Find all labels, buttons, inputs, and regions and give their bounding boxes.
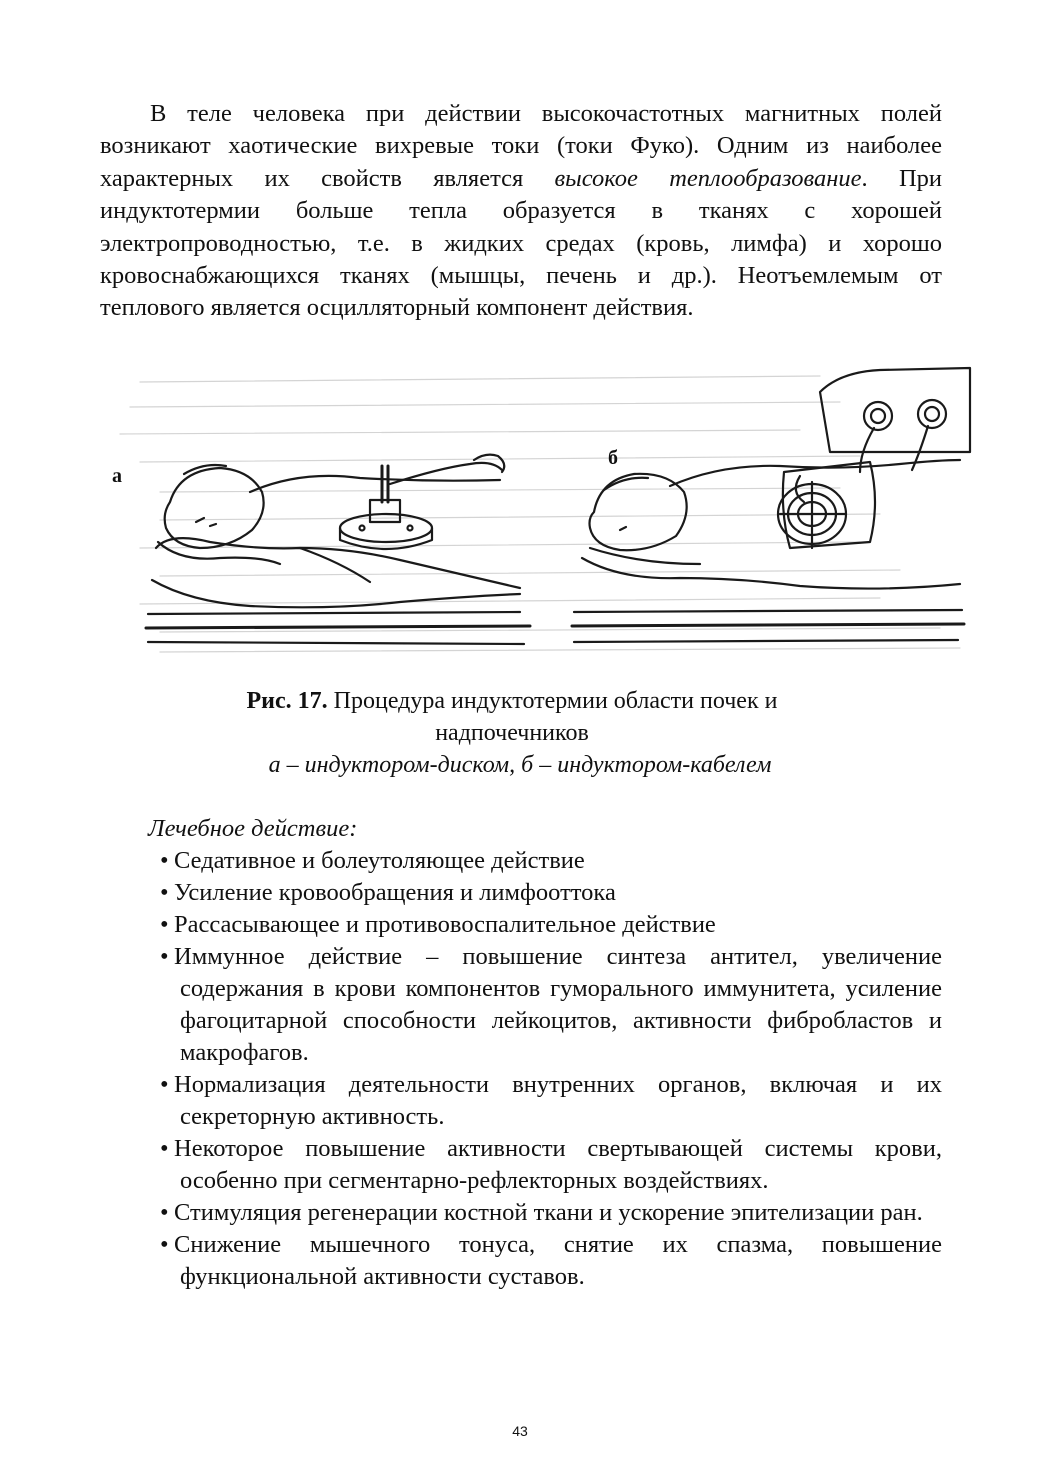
list-item: • Снижение мышечного тонуса, снятие их спазма, повышение функциональной активности суставов. [160, 1231, 942, 1290]
figure-a-disk-inductor [146, 455, 530, 644]
paragraph-text-1: В теле человека при действии высокочастотных магнитных полей возникают хаотические вихревые токи (токи Фуко). Одним из наиболее характерных их свойств является [100, 100, 942, 192]
list-item: • Некоторое повышение активности свертывающей системы крови, особенно при сегментарно-рефлекторных воздействиях. [160, 1135, 942, 1194]
bullet-icon: • [160, 1231, 169, 1258]
paragraph-text-2: . При индуктотермии больше тепла образуется в тканях с хорошей электропроводностью, т.е. в жидких средах (кровь, лимфа) и хорошо кровоснабжающихся тканях (мышцы, печень и др.). Неотъемлемым от теплового является осцилляторный компонент действия. [100, 164, 942, 322]
list-item: • Нормализация деятельности внутренних органов, включая и их секреторную активность. [160, 1071, 942, 1130]
list-heading: Лечебное действие: [148, 815, 358, 842]
list-item: • Усиление кровообращения и лимфооттока [148, 877, 942, 909]
bullet-icon: • [160, 1199, 169, 1226]
figure-b-cable-inductor [572, 368, 970, 642]
page-number: 43 [512, 1423, 528, 1439]
figure-drawing [100, 352, 980, 672]
figure-caption-line1 [92, 686, 932, 717]
figure-number: Рис. 17. [246, 688, 328, 714]
list-item: • Иммунное действие – повышение синтеза антител, увеличение содержания в крови компонентов гуморального иммунитета, усиление фагоцитарной способности лейкоцитов, активности фибробластов и макрофагов. [160, 943, 942, 1066]
figure-label-a: а [112, 465, 122, 487]
body-paragraph [100, 98, 942, 325]
bullet-icon: • [160, 943, 169, 970]
caption-title-line2: надпочечников [435, 720, 589, 746]
caption-title-line1: Процедура индуктотермии области почек и [327, 688, 778, 714]
paragraph-italic-term: высокое теплообразование [554, 164, 862, 192]
figure-caption-subtitle: а – индуктором-диском, б – индуктором-кабелем [268, 752, 772, 778]
bullet-icon: • [160, 847, 169, 874]
bullet-icon: • [160, 911, 169, 938]
bullet-icon: • [160, 879, 169, 906]
bullet-icon: • [160, 1135, 169, 1162]
therapeutic-effects-list [148, 845, 942, 1293]
figure-17-illustration [100, 352, 980, 672]
figure-label-b: б [608, 447, 618, 469]
bullet-icon: • [160, 1071, 169, 1098]
list-item: • Рассасывающее и противовоспалительное действие [148, 909, 942, 941]
list-item: • Стимуляция регенерации костной ткани и ускорение эпителизации ран. [148, 1197, 942, 1229]
list-item: • Седативное и болеутоляющее действие [148, 845, 942, 877]
